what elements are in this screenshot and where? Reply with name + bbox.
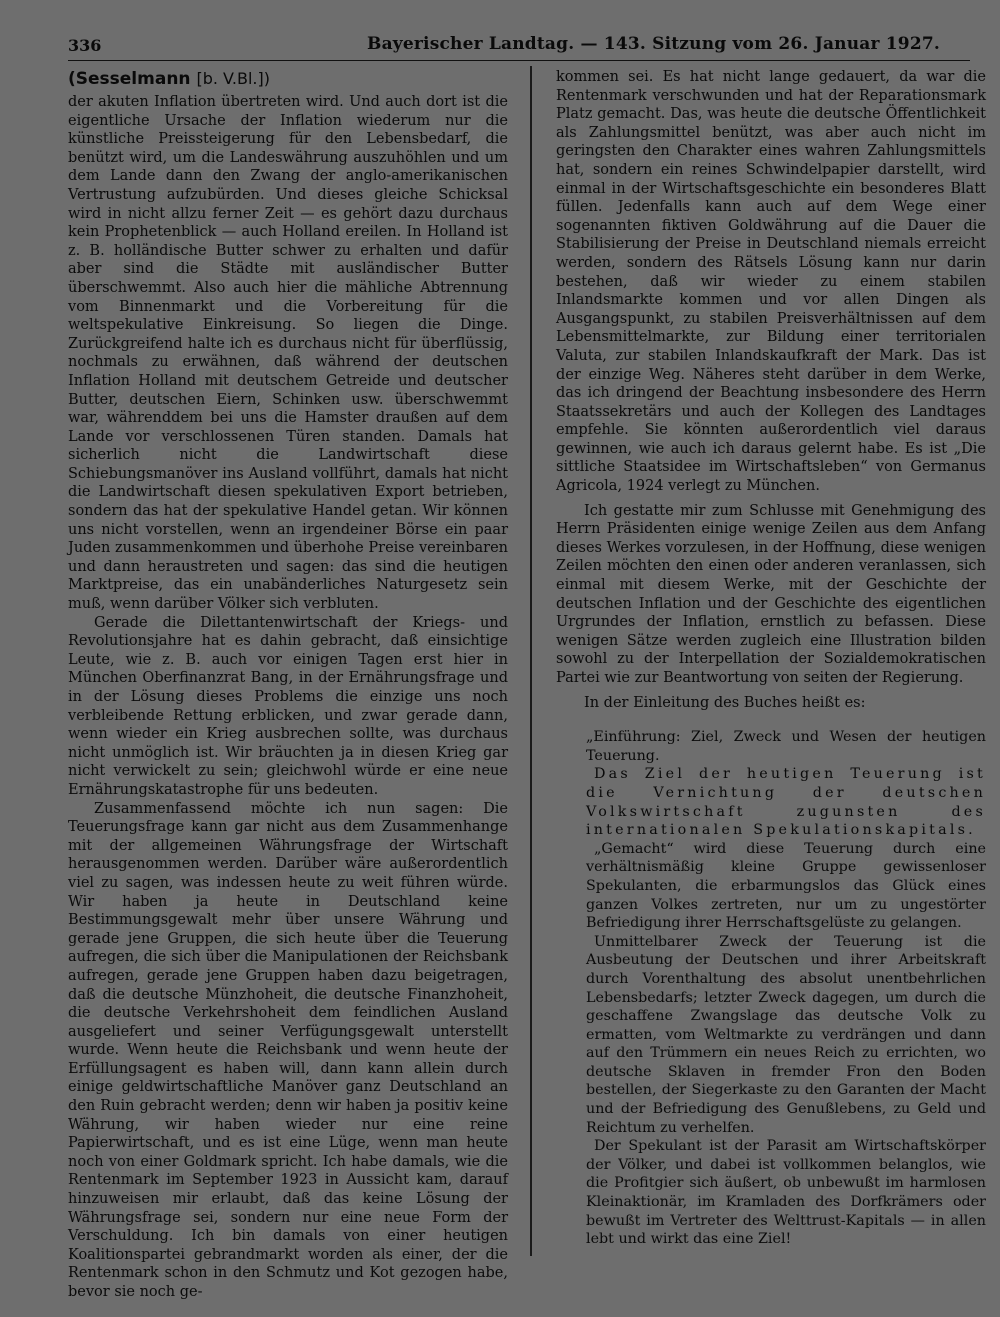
paragraph: der akuten Inflation übertreten wird. Und auch dort ist die eigentliche Ursache der Inflation wiederum nur die künstliche Preissteigerung für den Lebensbedarf, die benützt wird, um die Landeswährung auszuhöhlen und um dem Lande dann den Zwang der anglo-amerikanischen Vertrustung aufzubürden. Und dieses gleiche Schicksal wird in nicht allzu ferner Zeit — es gehört dazu durchaus kein Prophetenblick — auch Holland ereilen. In Holland ist z. B. holländische Butter schwer zu erhalten und dafür aber sind die Städte mit ausländischer Butter überschwemmt. Also auch hier die mähliche Abtrennung vom Binnenmarkt und die Vorbereitung für die weltspekulative Einkreisung. So liegen die Dinge. Zurückgreifend halte ich es durchaus nicht für überflüssig, nochmals zu erwähnen, daß während der deutschen Inflation Holland mit deutschem Getreide und deutscher Butter, deutschen Eiern, Schinken usw. überschwemmt war, währenddem bei uns die Hamster draußen auf dem Lande vor verschlossenen Türen standen. Damals hat sicherlich nicht die Landwirtschaft diese Schiebungsmanöver ins Ausland vollführt, damals hat nicht die Landwirtschaft diesen spekulativen Export betrieben, sondern das hat der spekulative Handel getan. Wir können uns nicht vorstellen, wenn an irgendeiner Börse ein paar Juden zusammenkommen und überhohe Preise vereinbaren und dann heraustreten und sagen: das sind die heutigen Marktpreise, das ein unabänderliches Naturgesetz sein muß, wenn darüber Völker sich verbluten.	[68, 94, 508, 613]
speaker-name: (Sesselmann	[68, 69, 191, 89]
left-column	[68, 68, 508, 1302]
paragraph: In der Einleitung des Buches heißt es:	[584, 694, 866, 711]
paragraph: Gerade die Dilettantenwirtschaft der Kriegs- und Revolutionsjahre hat es dahin gebracht, daß einsichtige Leute, wie z. B. auch vor einigen Tagen erst hier in München Oberfinanzrat Bang, in der Ernährungsfrage und in der Lösung dieses Problems die einzige uns noch verbleibende Rettung erblicken, und zwar gerade dann, wenn wieder ein Krieg ausbrechen sollte, was durchaus nicht unmöglich ist. Wir bräuchten ja in diesen Krieg gar nicht verwickelt zu sein; gleichwohl würde er eine neue Ernährungskatastrophe für uns bedeuten.	[68, 614, 508, 798]
running-title: Bayerischer Landtag. — 143. Sitzung vom 26. Januar 1927.	[367, 34, 940, 54]
right-column	[556, 68, 986, 1249]
quote-paragraph: Der Spekulant ist der Parasit am Wirtschaftskörper der Völker, und dabei ist vollkommen belanglos, wie die Profitgier sich äußert, ob unbewußt im harmlosen Kleinaktionär, im Kramladen des Dorfkrämers oder bewußt im Vertreter des Welttrust-Kapitals — in allen lebt und wirkt das eine Ziel!	[586, 1138, 986, 1248]
quote-heading: „Einführung: Ziel, Zweck und Wesen der heutigen Teuerung.	[586, 729, 986, 764]
column-divider	[530, 66, 532, 1256]
quote-paragraph: „Gemacht“ wird diese Teuerung durch eine verhältnismäßig kleine Gruppe gewissenloser Spekulanten, die erbarmungslos das Glück eines ganzen Volkes zertreten, nur um zu ungestörter Befriedigung ihrer Herrschaftsgelüste zu gelangen.	[586, 840, 986, 932]
page-header	[68, 30, 970, 61]
paragraph: Zusammenfassend möchte ich nun sagen: Die Teuerungsfrage kann gar nicht aus dem Zusammenhange mit der allgemeinen Währungsfrage der Wirtschaft herausgenommen werden. Darüber wäre außerordentlich viel zu sagen, was indessen heute zu weit führen würde. Wir haben ja heute in Deutschland keine Bestimmungsgewalt mehr über unsere Währung und gerade jene Gruppen, die sich heute über die Teuerung aufregen, die sich über die Manipulationen der Reichsbank aufregen, gerade jene Gruppen haben dazu beigetragen, daß die deutsche Münzhoheit, die deutsche Finanzhoheit, die deutsche Verkehrshoheit dem feindlichen Ausland ausgeliefert und seiner Verfügungsgewalt unterstellt wurde. Wenn heute die Reichsbank und wenn heute der Erfüllungsagent es haben will, dann kann allein durch einige geldwirtschaftliche Manöver ganz Deutschland an den Ruin gebracht werden; denn wir haben ja positiv keine Währung, wir haben wieder nur eine reine Papierwirtschaft, und es ist eine Lüge, wenn man heute noch von einer Goldmark spricht. Ich habe damals, wie die Rentenmark im September 1923 in Aussicht kam, darauf hinzuweisen mir erlaubt, daß das keine Lösung der Währungsfrage sei, sondern nur eine neue Form der Verschuldung. Ich bin damals von einer heutigen Koalitionspartei gebrandmarkt worden als einer, der die Rentenmark schon in den Schmutz und Kot gezogen habe, bevor sie noch ge-	[68, 800, 508, 1300]
paragraph: Ich gestatte mir zum Schlusse mit Genehmigung des Herrn Präsidenten einige wenige Zeilen aus dem Anfang dieses Werkes vorzulesen, in der Hoffnung, diese wenigen Zeilen möchten den einen oder anderen veranlassen, sich einmal mit diesem Werke, mit der Geschichte der deutschen Inflation und der Geschichte des eigentlichen Urgrundes der Inflation, ernstlich zu befassen. Diese wenigen Sätze werden zugleich eine Illustration bilden sowohl zu der Interpellation der Sozialdemokratischen Partei wie zur Beantwortung von seiten der Regierung.	[556, 502, 986, 686]
quote-paragraph: Unmittelbarer Zweck der Teuerung ist die Ausbeutung der Deutschen und ihrer Arbeitskraft durch Vorenthaltung des absolut unentbehrlichen Lebensbedarfs; letzter Zweck dagegen, um durch die geschaffene Zwangslage das deutsche Volk zu ermatten, vom Weltmarkte zu verdrängen und dann auf den Trümmern ein neues Reich zu errichten, wo deutsche Sklaven in fremder Fron den Boden bestellen, der Siegerkaste zu den Garanten der Macht und der Befriedigung des Genußlebens, zu Geld und Reichtum zu verhelfen.	[586, 933, 986, 1136]
page-number: 336	[68, 36, 102, 55]
speaker-heading	[68, 68, 508, 90]
quote-spaced-emphasis: Das Ziel der heutigen Teuerung ist die Vernichtung der deutschen Volkswirtschaft zugunsten des internationalen Spekulationskapitals.	[586, 766, 986, 839]
book-quotation	[586, 728, 986, 1249]
paragraph: kommen sei. Es hat nicht lange gedauert, da war die Rentenmark verschwunden und hat der Reparationsmark Platz gemacht. Das, was heute die deutsche Öffentlichkeit als Zahlungsmittel benützt, was aber auch nicht im geringsten den Charakter eines wahren Zahlungsmittels hat, sondern ein reines Schwindelpapier darstellt, wird einmal in der Wirtschaftsgeschichte ein besonderes Blatt füllen. Jedenfalls kann auch auf dem Wege einer sogenannten fiktiven Goldwährung auf die Dauer die Stabilisierung der Preise in Deutschland niemals erreicht werden, sondern des Rätsels Lösung kann nur darin bestehen, daß wir wieder zu einem stabilen Inlandsmarkte kommen und vor allen Dingen als Ausgangspunkt, zu stabilen Preisverhältnissen auf dem Lebensmittelmarkte, zur Bildung einer territorialen Valuta, zur stabilen Inlandskaufkraft der Mark. Das ist der einzige Weg. Näheres steht darüber in dem Werke, das ich dringend der Beachtung insbesondere des Herrn Staatssekretärs und auch der Kollegen des Landtages empfehle. Sie könnten außerordentlich viel daraus gewinnen, wie auch ich daraus gelernt habe. Es ist „Die sittliche Staatsidee im Wirtschaftsleben“ von Germanus Agricola, 1924 verlegt zu München.	[556, 69, 986, 495]
speaker-party: [b. V.Bl.])	[196, 69, 270, 88]
